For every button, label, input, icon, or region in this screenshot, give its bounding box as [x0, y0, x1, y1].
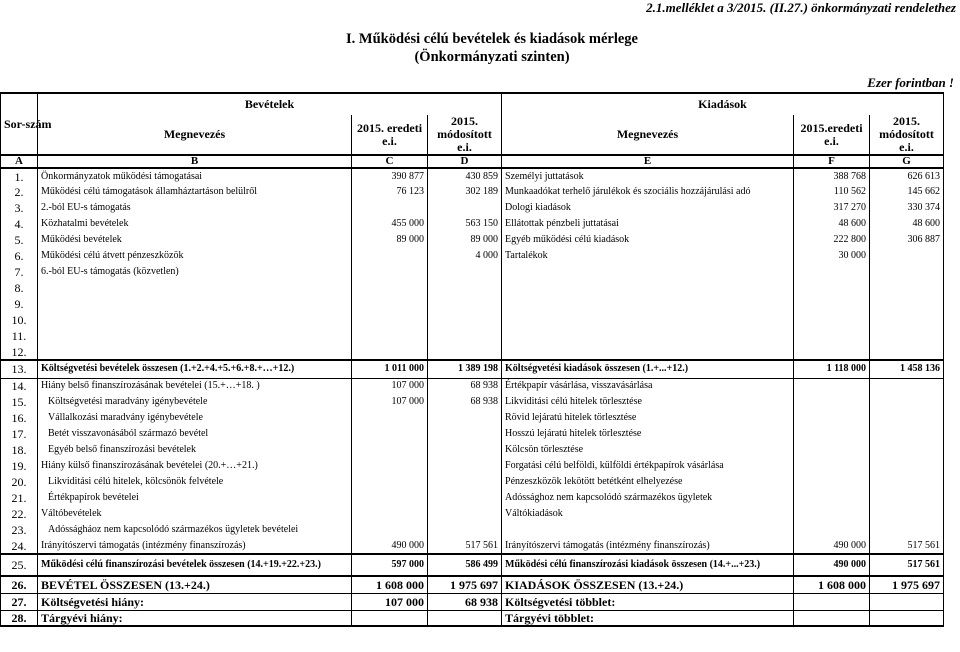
expense-label: Irányítószervi támogatás (intézmény finanszírozás)	[502, 538, 794, 554]
page-subtitle: (Önkormányzati szinten)	[414, 49, 570, 65]
income-modified	[428, 610, 502, 626]
expense-original: 48 600	[794, 216, 870, 232]
expense-modified	[870, 474, 944, 490]
expense-label: KIADÁSOK ÖSSZESEN (13.+24.)	[502, 576, 794, 593]
table-row	[1, 344, 944, 360]
income-modified: 517 561	[428, 538, 502, 554]
income-label: Működési célú támogatások államháztartáson belülről	[38, 184, 352, 200]
unit-label: Ezer forintban !	[867, 75, 954, 90]
income-original: 597 000	[352, 554, 428, 576]
income-label: 6.-ból EU-s támogatás (közvetlen)	[38, 264, 352, 280]
income-modified: 302 189	[428, 184, 502, 200]
row-number: 2.	[1, 184, 38, 200]
table-row	[1, 442, 944, 458]
table-row	[1, 378, 944, 394]
expense-modified	[870, 378, 944, 394]
expense-label	[502, 264, 794, 280]
row-number: 24.	[1, 538, 38, 554]
income-modified: 586 499	[428, 554, 502, 576]
table-row	[1, 593, 944, 610]
table-row	[1, 426, 944, 442]
income-modified	[428, 344, 502, 360]
income-original: 1 011 000	[352, 360, 428, 378]
expense-original: 490 000	[794, 554, 870, 576]
income-modified: 89 000	[428, 232, 502, 248]
expense-label: Likviditási célú hitelek törlesztése	[502, 394, 794, 410]
income-label: Értékpapírok bevételei	[38, 490, 352, 506]
col-letter: C	[352, 155, 428, 168]
expense-modified: 306 887	[870, 232, 944, 248]
income-label: Működési célú átvett pénzeszközök	[38, 248, 352, 264]
expense-original: 388 768	[794, 168, 870, 184]
income-original	[352, 506, 428, 522]
expense-modified	[870, 344, 944, 360]
expense-modified	[870, 442, 944, 458]
expense-modified	[870, 394, 944, 410]
income-original	[352, 280, 428, 296]
header-modositott-left: 2015. módosított e.i.	[428, 115, 502, 155]
income-label: Adósságháoz nem kapcsolódó származékos ügyletek bevételei	[38, 522, 352, 538]
income-original	[352, 442, 428, 458]
expense-label	[502, 522, 794, 538]
page-title: I. Működési célú bevételek és kiadások mérlege	[346, 31, 638, 47]
expense-label: Tárgyévi többlet:	[502, 610, 794, 626]
expense-original: 490 000	[794, 538, 870, 554]
table-row	[1, 410, 944, 426]
expense-original	[794, 344, 870, 360]
expense-original: 110 562	[794, 184, 870, 200]
expense-modified	[870, 328, 944, 344]
expense-original	[794, 312, 870, 328]
expense-label: Költségvetési többlet:	[502, 593, 794, 610]
row-number: 27.	[1, 593, 38, 610]
table-row	[1, 280, 944, 296]
income-original	[352, 296, 428, 312]
header-megnevezes-left: Megnevezés	[38, 115, 352, 155]
expense-modified	[870, 312, 944, 328]
expense-original: 1 118 000	[794, 360, 870, 378]
table-row	[1, 312, 944, 328]
table-row	[1, 264, 944, 280]
income-label: Költségvetési bevételek összesen (1.+2.+4.+5.+6.+8.+…+12.)	[38, 360, 352, 378]
income-original	[352, 426, 428, 442]
row-number: 18.	[1, 442, 38, 458]
income-modified	[428, 280, 502, 296]
income-label: Egyéb belső finanszírozási bevételek	[38, 442, 352, 458]
expense-modified	[870, 410, 944, 426]
row-number: 28.	[1, 610, 38, 626]
table-row	[1, 522, 944, 538]
income-label	[38, 344, 352, 360]
income-original	[352, 410, 428, 426]
table-row	[1, 184, 944, 200]
table-row	[1, 200, 944, 216]
table-row	[1, 506, 944, 522]
row-number: 13.	[1, 360, 38, 378]
row-number: 17.	[1, 426, 38, 442]
income-modified	[428, 264, 502, 280]
income-label	[38, 312, 352, 328]
expense-modified: 517 561	[870, 538, 944, 554]
income-original: 89 000	[352, 232, 428, 248]
income-modified	[428, 410, 502, 426]
row-number: 8.	[1, 280, 38, 296]
expense-modified	[870, 426, 944, 442]
expense-modified	[870, 490, 944, 506]
income-original: 490 000	[352, 538, 428, 554]
balance-table	[0, 92, 944, 627]
income-label: Közhatalmi bevételek	[38, 216, 352, 232]
expense-modified: 145 662	[870, 184, 944, 200]
income-label: Önkormányzatok működési támogatásai	[38, 168, 352, 184]
income-label: Likviditási célú hitelek, kölcsönök felvétele	[38, 474, 352, 490]
income-original: 390 877	[352, 168, 428, 184]
income-original	[352, 328, 428, 344]
expense-label: Egyéb működési célú kiadások	[502, 232, 794, 248]
expense-label	[502, 280, 794, 296]
expense-modified	[870, 522, 944, 538]
income-label: Hiány külső finanszírozásának bevételei (20.+…+21.)	[38, 458, 352, 474]
income-label: Működési bevételek	[38, 232, 352, 248]
income-label	[38, 296, 352, 312]
expense-original	[794, 442, 870, 458]
income-original: 107 000	[352, 394, 428, 410]
income-modified	[428, 296, 502, 312]
expense-original	[794, 490, 870, 506]
expense-label	[502, 328, 794, 344]
income-original: 1 608 000	[352, 576, 428, 593]
income-modified	[428, 312, 502, 328]
col-letter: A	[1, 155, 38, 168]
income-label: Betét visszavonásából származó bevétel	[38, 426, 352, 442]
col-letter: B	[38, 155, 352, 168]
table-row	[1, 168, 944, 184]
expense-original	[794, 506, 870, 522]
income-original	[352, 474, 428, 490]
table-row	[1, 538, 944, 554]
expense-modified: 1 458 136	[870, 360, 944, 378]
income-label: Költségvetési hiány:	[38, 593, 352, 610]
expense-modified: 330 374	[870, 200, 944, 216]
expense-label: Munkaadókat terhelő járulékok és szociális hozzájárulási adó	[502, 184, 794, 200]
income-label: Hiány belső finanszírozásának bevételei (15.+…+18. )	[38, 378, 352, 394]
income-modified	[428, 328, 502, 344]
expense-label: Ellátottak pénzbeli juttatásai	[502, 216, 794, 232]
expense-original	[794, 264, 870, 280]
income-original: 107 000	[352, 378, 428, 394]
header-bevetelek: Bevételek	[38, 93, 502, 115]
income-modified	[428, 474, 502, 490]
header-sorszam: Sor-szám	[1, 93, 38, 155]
table-row	[1, 394, 944, 410]
income-original: 107 000	[352, 593, 428, 610]
income-original	[352, 344, 428, 360]
row-number: 15.	[1, 394, 38, 410]
expense-label: Kölcsön törlesztése	[502, 442, 794, 458]
row-number: 7.	[1, 264, 38, 280]
row-number: 5.	[1, 232, 38, 248]
income-original	[352, 490, 428, 506]
row-number: 25.	[1, 554, 38, 576]
income-original	[352, 312, 428, 328]
income-modified	[428, 426, 502, 442]
income-modified: 563 150	[428, 216, 502, 232]
table-row	[1, 248, 944, 264]
row-number: 10.	[1, 312, 38, 328]
expense-original	[794, 410, 870, 426]
header-eredeti-right: 2015.eredeti e.i.	[794, 115, 870, 155]
expense-modified	[870, 280, 944, 296]
income-original	[352, 200, 428, 216]
table-row	[1, 490, 944, 506]
expense-original: 1 608 000	[794, 576, 870, 593]
expense-original	[794, 378, 870, 394]
expense-label: Költségvetési kiadások összesen (1.+...+12.)	[502, 360, 794, 378]
income-modified	[428, 458, 502, 474]
expense-label: Hosszú lejáratú hitelek törlesztése	[502, 426, 794, 442]
income-label: Vállalkozási maradvány igénybevétele	[38, 410, 352, 426]
col-letter: E	[502, 155, 794, 168]
row-number: 4.	[1, 216, 38, 232]
expense-original	[794, 522, 870, 538]
income-modified: 68 938	[428, 378, 502, 394]
expense-label: Pénzeszközök lekötött betétként elhelyezése	[502, 474, 794, 490]
income-modified: 1 975 697	[428, 576, 502, 593]
table-row	[1, 328, 944, 344]
row-number: 23.	[1, 522, 38, 538]
expense-modified	[870, 248, 944, 264]
expense-modified: 1 975 697	[870, 576, 944, 593]
table-row	[1, 576, 944, 593]
expense-label: Forgatási célú belföldi, külföldi értékpapírok vásárlása	[502, 458, 794, 474]
row-number: 21.	[1, 490, 38, 506]
row-number: 16.	[1, 410, 38, 426]
income-original	[352, 522, 428, 538]
header-modositott-right: 2015. módosított e.i.	[870, 115, 944, 155]
header-eredeti-left: 2015. eredeti e.i.	[352, 115, 428, 155]
income-original: 455 000	[352, 216, 428, 232]
expense-label: Adóssághoz nem kapcsolódó származékos ügyletek	[502, 490, 794, 506]
income-modified	[428, 522, 502, 538]
expense-label: Váltókiadások	[502, 506, 794, 522]
expense-modified: 517 561	[870, 554, 944, 576]
annex-reference: 2.1.melléklet a 3/2015. (II.27.) önkormányzati rendelethez	[646, 0, 956, 15]
income-label: BEVÉTEL ÖSSZESEN (13.+24.)	[38, 576, 352, 593]
expense-label: Értékpapír vásárlása, visszavásárlása	[502, 378, 794, 394]
header-kiadasok: Kiadások	[502, 93, 944, 115]
expense-original	[794, 280, 870, 296]
expense-modified	[870, 506, 944, 522]
row-number: 1.	[1, 168, 38, 184]
income-label	[38, 280, 352, 296]
income-modified	[428, 200, 502, 216]
income-modified	[428, 506, 502, 522]
income-label: Tárgyévi hiány:	[38, 610, 352, 626]
expense-original	[794, 593, 870, 610]
expense-modified: 48 600	[870, 216, 944, 232]
expense-label: Működési célú finanszírozási kiadások összesen (14.+...+23.)	[502, 554, 794, 576]
income-label: Irányítószervi támogatás (intézmény finanszírozás)	[38, 538, 352, 554]
table-row	[1, 458, 944, 474]
expense-original: 30 000	[794, 248, 870, 264]
income-modified: 4 000	[428, 248, 502, 264]
table-row	[1, 554, 944, 576]
expense-original	[794, 296, 870, 312]
expense-modified	[870, 296, 944, 312]
income-label: Működési célú finanszírozási bevételek összesen (14.+19.+22.+23.)	[38, 554, 352, 576]
row-number: 9.	[1, 296, 38, 312]
header-megnevezes-right: Megnevezés	[502, 115, 794, 155]
expense-label	[502, 344, 794, 360]
income-original	[352, 248, 428, 264]
row-number: 19.	[1, 458, 38, 474]
expense-modified	[870, 610, 944, 626]
expense-original	[794, 328, 870, 344]
expense-original: 317 270	[794, 200, 870, 216]
income-modified	[428, 490, 502, 506]
row-number: 20.	[1, 474, 38, 490]
expense-modified: 626 613	[870, 168, 944, 184]
col-letter: G	[870, 155, 944, 168]
income-original	[352, 264, 428, 280]
expense-original	[794, 610, 870, 626]
income-label: Váltóbevételek	[38, 506, 352, 522]
expense-modified	[870, 264, 944, 280]
table-row	[1, 360, 944, 378]
income-original	[352, 610, 428, 626]
expense-original	[794, 474, 870, 490]
income-modified: 68 938	[428, 394, 502, 410]
expense-label	[502, 296, 794, 312]
income-original	[352, 458, 428, 474]
expense-modified	[870, 458, 944, 474]
table-row	[1, 474, 944, 490]
row-number: 6.	[1, 248, 38, 264]
expense-original	[794, 394, 870, 410]
col-letter: D	[428, 155, 502, 168]
income-original: 76 123	[352, 184, 428, 200]
income-label: Költségvetési maradvány igénybevétele	[38, 394, 352, 410]
row-number: 14.	[1, 378, 38, 394]
income-modified	[428, 442, 502, 458]
table-row	[1, 232, 944, 248]
row-number: 11.	[1, 328, 38, 344]
expense-label: Tartalékok	[502, 248, 794, 264]
income-modified: 1 389 198	[428, 360, 502, 378]
expense-label: Dologi kiadások	[502, 200, 794, 216]
income-modified: 68 938	[428, 593, 502, 610]
income-modified: 430 859	[428, 168, 502, 184]
expense-label	[502, 312, 794, 328]
income-label: 2.-ból EU-s támogatás	[38, 200, 352, 216]
row-number: 3.	[1, 200, 38, 216]
row-number: 26.	[1, 576, 38, 593]
expense-label: Rövid lejáratú hitelek törlesztése	[502, 410, 794, 426]
expense-label: Személyi juttatások	[502, 168, 794, 184]
expense-original	[794, 426, 870, 442]
table-row	[1, 296, 944, 312]
table-row	[1, 216, 944, 232]
row-number: 22.	[1, 506, 38, 522]
expense-modified	[870, 593, 944, 610]
table-row	[1, 610, 944, 626]
expense-original	[794, 458, 870, 474]
row-number: 12.	[1, 344, 38, 360]
expense-original: 222 800	[794, 232, 870, 248]
col-letter: F	[794, 155, 870, 168]
income-label	[38, 328, 352, 344]
